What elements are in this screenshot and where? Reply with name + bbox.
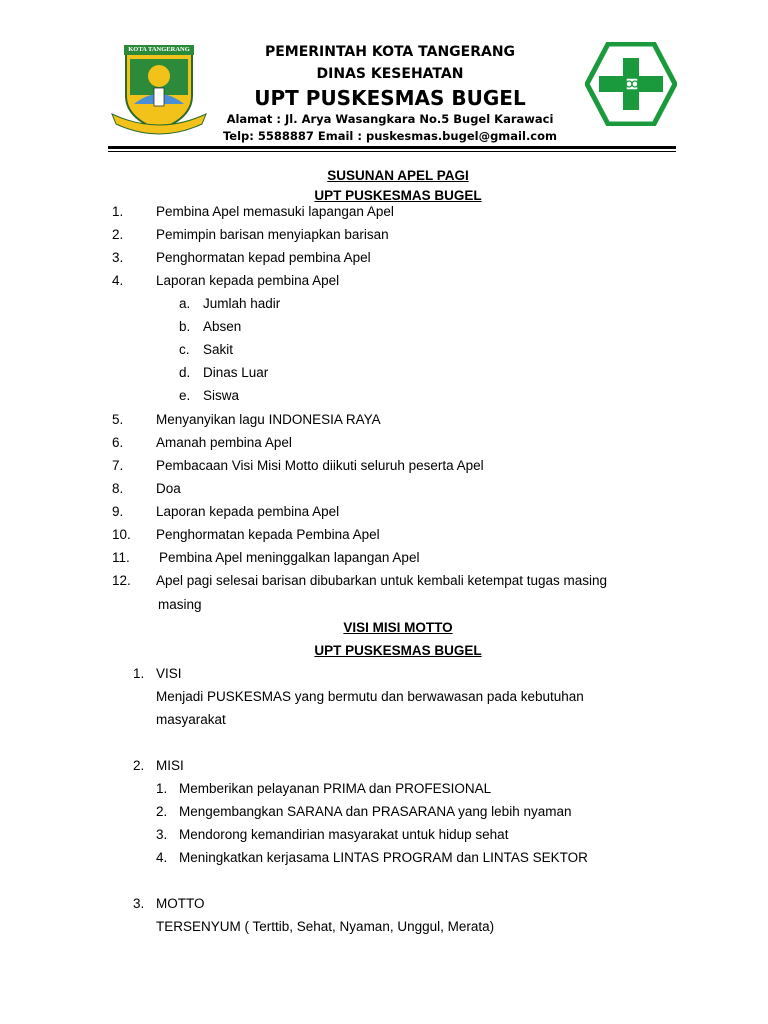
list-item: Pembina Apel meninggalkan lapangan Apel: [159, 550, 420, 565]
puskesmas-cross-logo-icon: [585, 42, 677, 126]
list-item: Amanah pembina Apel: [156, 435, 292, 450]
sub-list-item: Jumlah hadir: [203, 296, 281, 311]
list-item-number: 1.: [112, 204, 124, 219]
logo-banner: [124, 45, 194, 55]
puskesmas-logo: [585, 42, 677, 131]
list-item: Laporan kepada pembina Apel: [156, 273, 340, 288]
misi-heading: MISI: [156, 758, 184, 773]
list-item-number: 10.: [112, 527, 131, 542]
motto-text: TERSENYUM ( Terttib, Sehat, Nyaman, Unggul, Merata): [156, 919, 495, 934]
sub-list-item: Dinas Luar: [203, 365, 269, 380]
list-item-number: 8.: [112, 481, 124, 496]
letterhead-divider-thick: [108, 146, 676, 149]
list-item: Doa: [156, 481, 181, 496]
kop-puskesmas: UPT PUSKESMAS BUGEL: [254, 86, 526, 110]
kop-pemerintah: PEMERINTAH KOTA TANGERANG: [264, 44, 516, 60]
logo-banner-text: KOTA TANGERANG: [128, 46, 190, 53]
list-item-number: 12.: [112, 573, 131, 588]
section-number: 3.: [133, 896, 145, 911]
misi-item-number: 1.: [156, 781, 168, 796]
sub-item-letter: c.: [179, 342, 190, 357]
list-item-number: 2.: [112, 227, 124, 242]
misi-item-number: 3.: [156, 827, 168, 842]
sub-list-item: Siswa: [203, 388, 240, 403]
susunan-title: SUSUNAN APEL PAGI: [327, 168, 469, 183]
vmm-subtitle: UPT PUSKESMAS BUGEL: [314, 643, 482, 658]
section-number: 2.: [133, 758, 145, 773]
sub-item-letter: d.: [179, 365, 191, 380]
misi-item: Mengembangkan SARANA dan PRASARANA yang lebih nyaman: [179, 804, 572, 819]
list-item: Laporan kepada pembina Apel: [156, 504, 340, 519]
kop-dinas: DINAS KESEHATAN: [316, 66, 464, 82]
list-item-number: 5.: [112, 412, 124, 427]
list-item-number: 6.: [112, 435, 124, 450]
list-item: Penghormatan kepada Pembina Apel: [156, 527, 380, 542]
sub-item-letter: b.: [179, 319, 191, 334]
misi-item-number: 2.: [156, 804, 168, 819]
misi-item: Mendorong kemandirian masyarakat untuk hidup sehat: [179, 827, 509, 842]
list-item-continuation: masing: [158, 597, 202, 612]
susunan-subtitle: UPT PUSKESMAS BUGEL: [314, 188, 482, 203]
letterhead-divider-thin: [108, 151, 676, 152]
sub-item-letter: a.: [179, 296, 191, 311]
visi-text-cont: masyarakat: [156, 712, 226, 727]
kop-address: Alamat : Jl. Arya Wasangkara No.5 Bugel Karawaci: [226, 112, 554, 126]
list-item: Penghormatan kepad pembina Apel: [156, 250, 371, 265]
misi-item: Memberikan pelayanan PRIMA dan PROFESIONAL: [179, 781, 492, 796]
misi-item-number: 4.: [156, 850, 168, 865]
list-item-number: 9.: [112, 504, 124, 519]
vmm-title: VISI MISI MOTTO: [343, 620, 453, 635]
visi-text: Menjadi PUSKESMAS yang bermutu dan berwawasan pada kebutuhan: [156, 689, 584, 704]
list-item: Apel pagi selesai barisan dibubarkan untuk kembali ketempat tugas masing: [156, 573, 608, 588]
section-number: 1.: [133, 666, 145, 681]
list-item-number: 7.: [112, 458, 124, 473]
motto-heading: MOTTO: [156, 896, 205, 911]
list-item-number: 11.: [112, 550, 130, 565]
visi-heading: VISI: [156, 666, 182, 681]
sub-item-letter: e.: [179, 388, 191, 403]
misi-item: Meningkatkan kerjasama LINTAS PROGRAM dan LINTAS SEKTOR: [179, 850, 588, 865]
kop-contact: Telp: 5588887 Email : puskesmas.bugel@gmail.com: [222, 129, 558, 143]
list-item: Pemimpin barisan menyiapkan barisan: [156, 227, 389, 242]
list-item: Pembacaan Visi Misi Motto diikuti seluruh peserta Apel: [156, 458, 484, 473]
tangerang-emblem-logo: [108, 44, 208, 141]
list-item-number: 3.: [112, 250, 124, 265]
list-item: Pembina Apel memasuki lapangan Apel: [156, 204, 394, 219]
list-item-number: 4.: [112, 273, 124, 288]
list-item: Menyanyikan lagu INDONESIA RAYA: [156, 412, 381, 427]
tangerang-city-emblem-icon: [108, 44, 208, 136]
sub-list-item: Sakit: [203, 342, 234, 357]
sub-list-item: Absen: [203, 319, 242, 334]
